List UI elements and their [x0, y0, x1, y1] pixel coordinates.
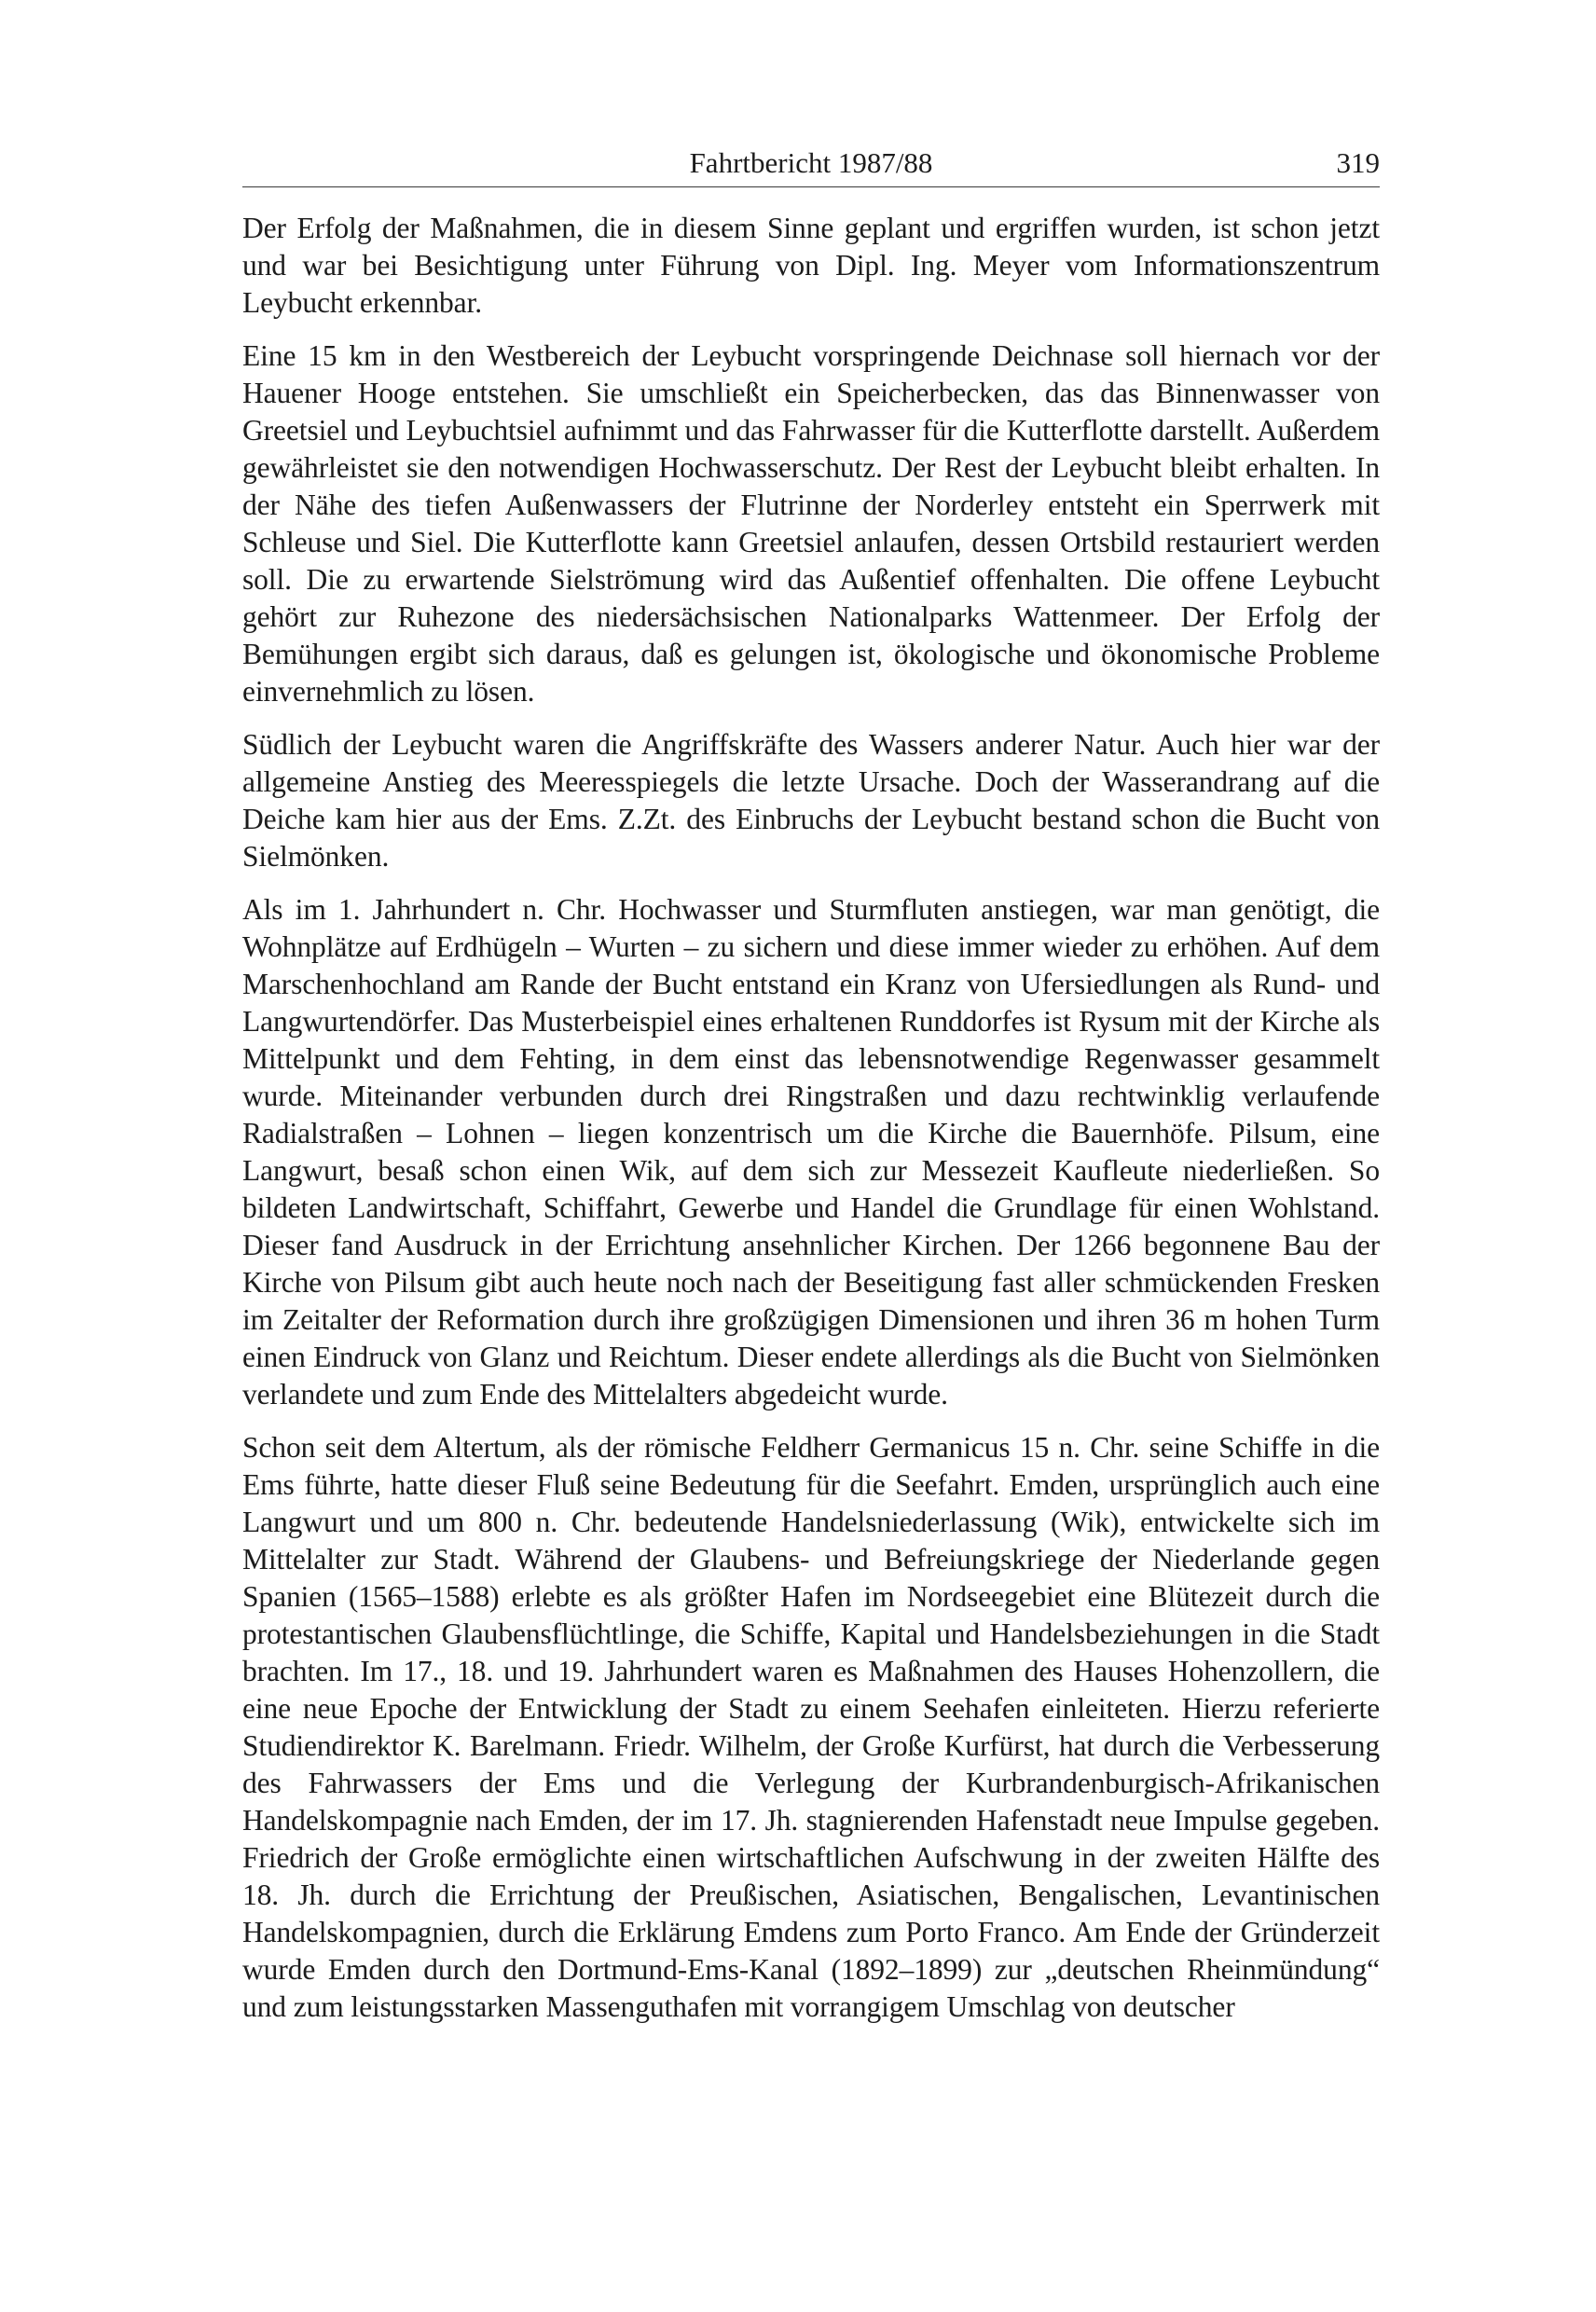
page-number: 319	[1336, 146, 1380, 179]
paragraph: Als im 1. Jahrhundert n. Chr. Hochwasser und Sturmfluten anstiegen, war man genötigt, die Wohnplätze auf Erdhügeln – Wurten – zu sichern und diese immer wieder zu erhöhen. Auf dem Marschenhochland am Rande der Bucht entstand ein Kranz von Ufersiedlungen als Rund- und Langwurtendörfer. Das Musterbeispiel eines erhaltenen Runddorfes ist Rysum mit der Kirche als Mittelpunkt und dem Fehting, in dem einst das lebensnotwendige Regenwasser gesammelt wurde. Miteinander verbunden durch drei Ringstraßen und dazu rechtwinklig verlaufende Radialstraßen – Lohnen – liegen konzentrisch um die Kirche die Bauernhöfe. Pilsum, eine Langwurt, besaß schon einen Wik, auf dem sich zur Messezeit Kaufleute niederließen. So bildeten Landwirtschaft, Schiffahrt, Gewerbe und Handel die Grundlage für einen Wohlstand. Dieser fand Ausdruck in der Errichtung ansehnlicher Kirchen. Der 1266 begonnene Bau der Kirche von Pilsum gibt auch heute noch nach der Beseitigung fast aller schmückenden Fresken im Zeitalter der Reformation durch ihre großzügigen Dimensionen und ihren 36 m hohen Turm einen Eindruck von Glanz und Reichtum. Dieser endete allerdings als die Bucht von Sielmönken verlandete und zum Ende des Mittelalters abgedeicht wurde.	[242, 893, 1380, 1411]
paragraph: Schon seit dem Altertum, als der römische Feldherr Germanicus 15 n. Chr. seine Schiffe in die Ems führte, hatte dieser Fluß seine Bedeutung für die Seefahrt. Emden, ursprünglich auch eine Langwurt und um 800 n. Chr. bedeutende Handelsniederlassung (Wik), entwickelte sich im Mittelalter zur Stadt. Während der Glaubens- und Befreiungskriege der Niederlande gegen Spanien (1565–1588) erlebte es als größter Hafen im Nordseegebiet eine Blütezeit durch die protestantischen Glaubensflüchtlinge, die Schiffe, Kapital und Handelsbeziehungen in die Stadt brachten. Im 17., 18. und 19. Jahrhundert waren es Maßnahmen des Hauses Hohenzollern, die eine neue Epoche der Entwicklung der Stadt zu einem Seehafen einleiteten. Hierzu referierte Studiendirektor K. Barelmann. Friedr. Wilhelm, der Große Kurfürst, hat durch die Verbesserung des Fahrwassers der Ems und die Verlegung der Kurbrandenburgisch-Afrikanischen Handelskompagnie nach Emden, der im 17. Jh. stagnierenden Hafenstadt neue Impulse gegeben. Friedrich der Große ermöglichte einen wirtschaftlichen Aufschwung in der zweiten Hälfte des 18. Jh. durch die Errichtung der Preußischen, Asiatischen, Bengalischen, Levantinischen Handelskompagnien, durch die Erklärung Emdens zum Porto Franco. Am Ende der Gründerzeit wurde Emden durch den Dortmund-Ems-Kanal (1892–1899) zur „deutschen Rheinmündung“ und zum leistungsstarken Massenguthafen mit vorrangigem Umschlag von deutscher	[242, 1431, 1380, 2023]
paragraph: Der Erfolg der Maßnahmen, die in diesem Sinne geplant und ergriffen wurden, ist schon jetzt und war bei Besichtigung unter Führung von Dipl. Ing. Meyer vom Informationszentrum Leybucht erkennbar.	[242, 212, 1380, 319]
running-header	[242, 140, 1380, 187]
paragraph: Südlich der Leybucht waren die Angriffskräfte des Wassers anderer Natur. Auch hier war der allgemeine Anstieg des Meeresspiegels die letzte Ursache. Doch der Wasserandrang auf die Deiche kam hier aus der Ems. Z.Zt. des Einbruchs der Leybucht bestand schon die Bucht von Sielmönken.	[242, 728, 1380, 873]
paragraph: Eine 15 km in den Westbereich der Leybucht vorspringende Deichnase soll hiernach vor der Hauener Hooge entstehen. Sie umschließt ein Speicherbecken, das das Binnenwasser von Greetsiel und Leybuchtsiel aufnimmt und das Fahrwasser für die Kutterflotte darstellt. Außerdem gewährleistet sie den notwendigen Hochwasserschutz. Der Rest der Leybucht bleibt erhalten. In der Nähe des tiefen Außenwassers der Flutrinne der Norderley entsteht ein Sperrwerk mit Schleuse und Siel. Die Kutterflotte kann Greetsiel anlaufen, dessen Ortsbild restauriert werden soll. Die zu erwartende Sielströmung wird das Außentief offenhalten. Die offene Leybucht gehört zur Ruhezone des niedersächsischen Nationalparks Wattenmeer. Der Erfolg der Bemühungen ergibt sich daraus, daß es gelungen ist, ökologische und ökonomische Probleme einvernehmlich zu lösen.	[242, 339, 1380, 708]
running-title: Fahrtbericht 1987/88	[689, 146, 933, 179]
document-page	[242, 140, 1380, 2042]
body-text	[242, 210, 1380, 2026]
